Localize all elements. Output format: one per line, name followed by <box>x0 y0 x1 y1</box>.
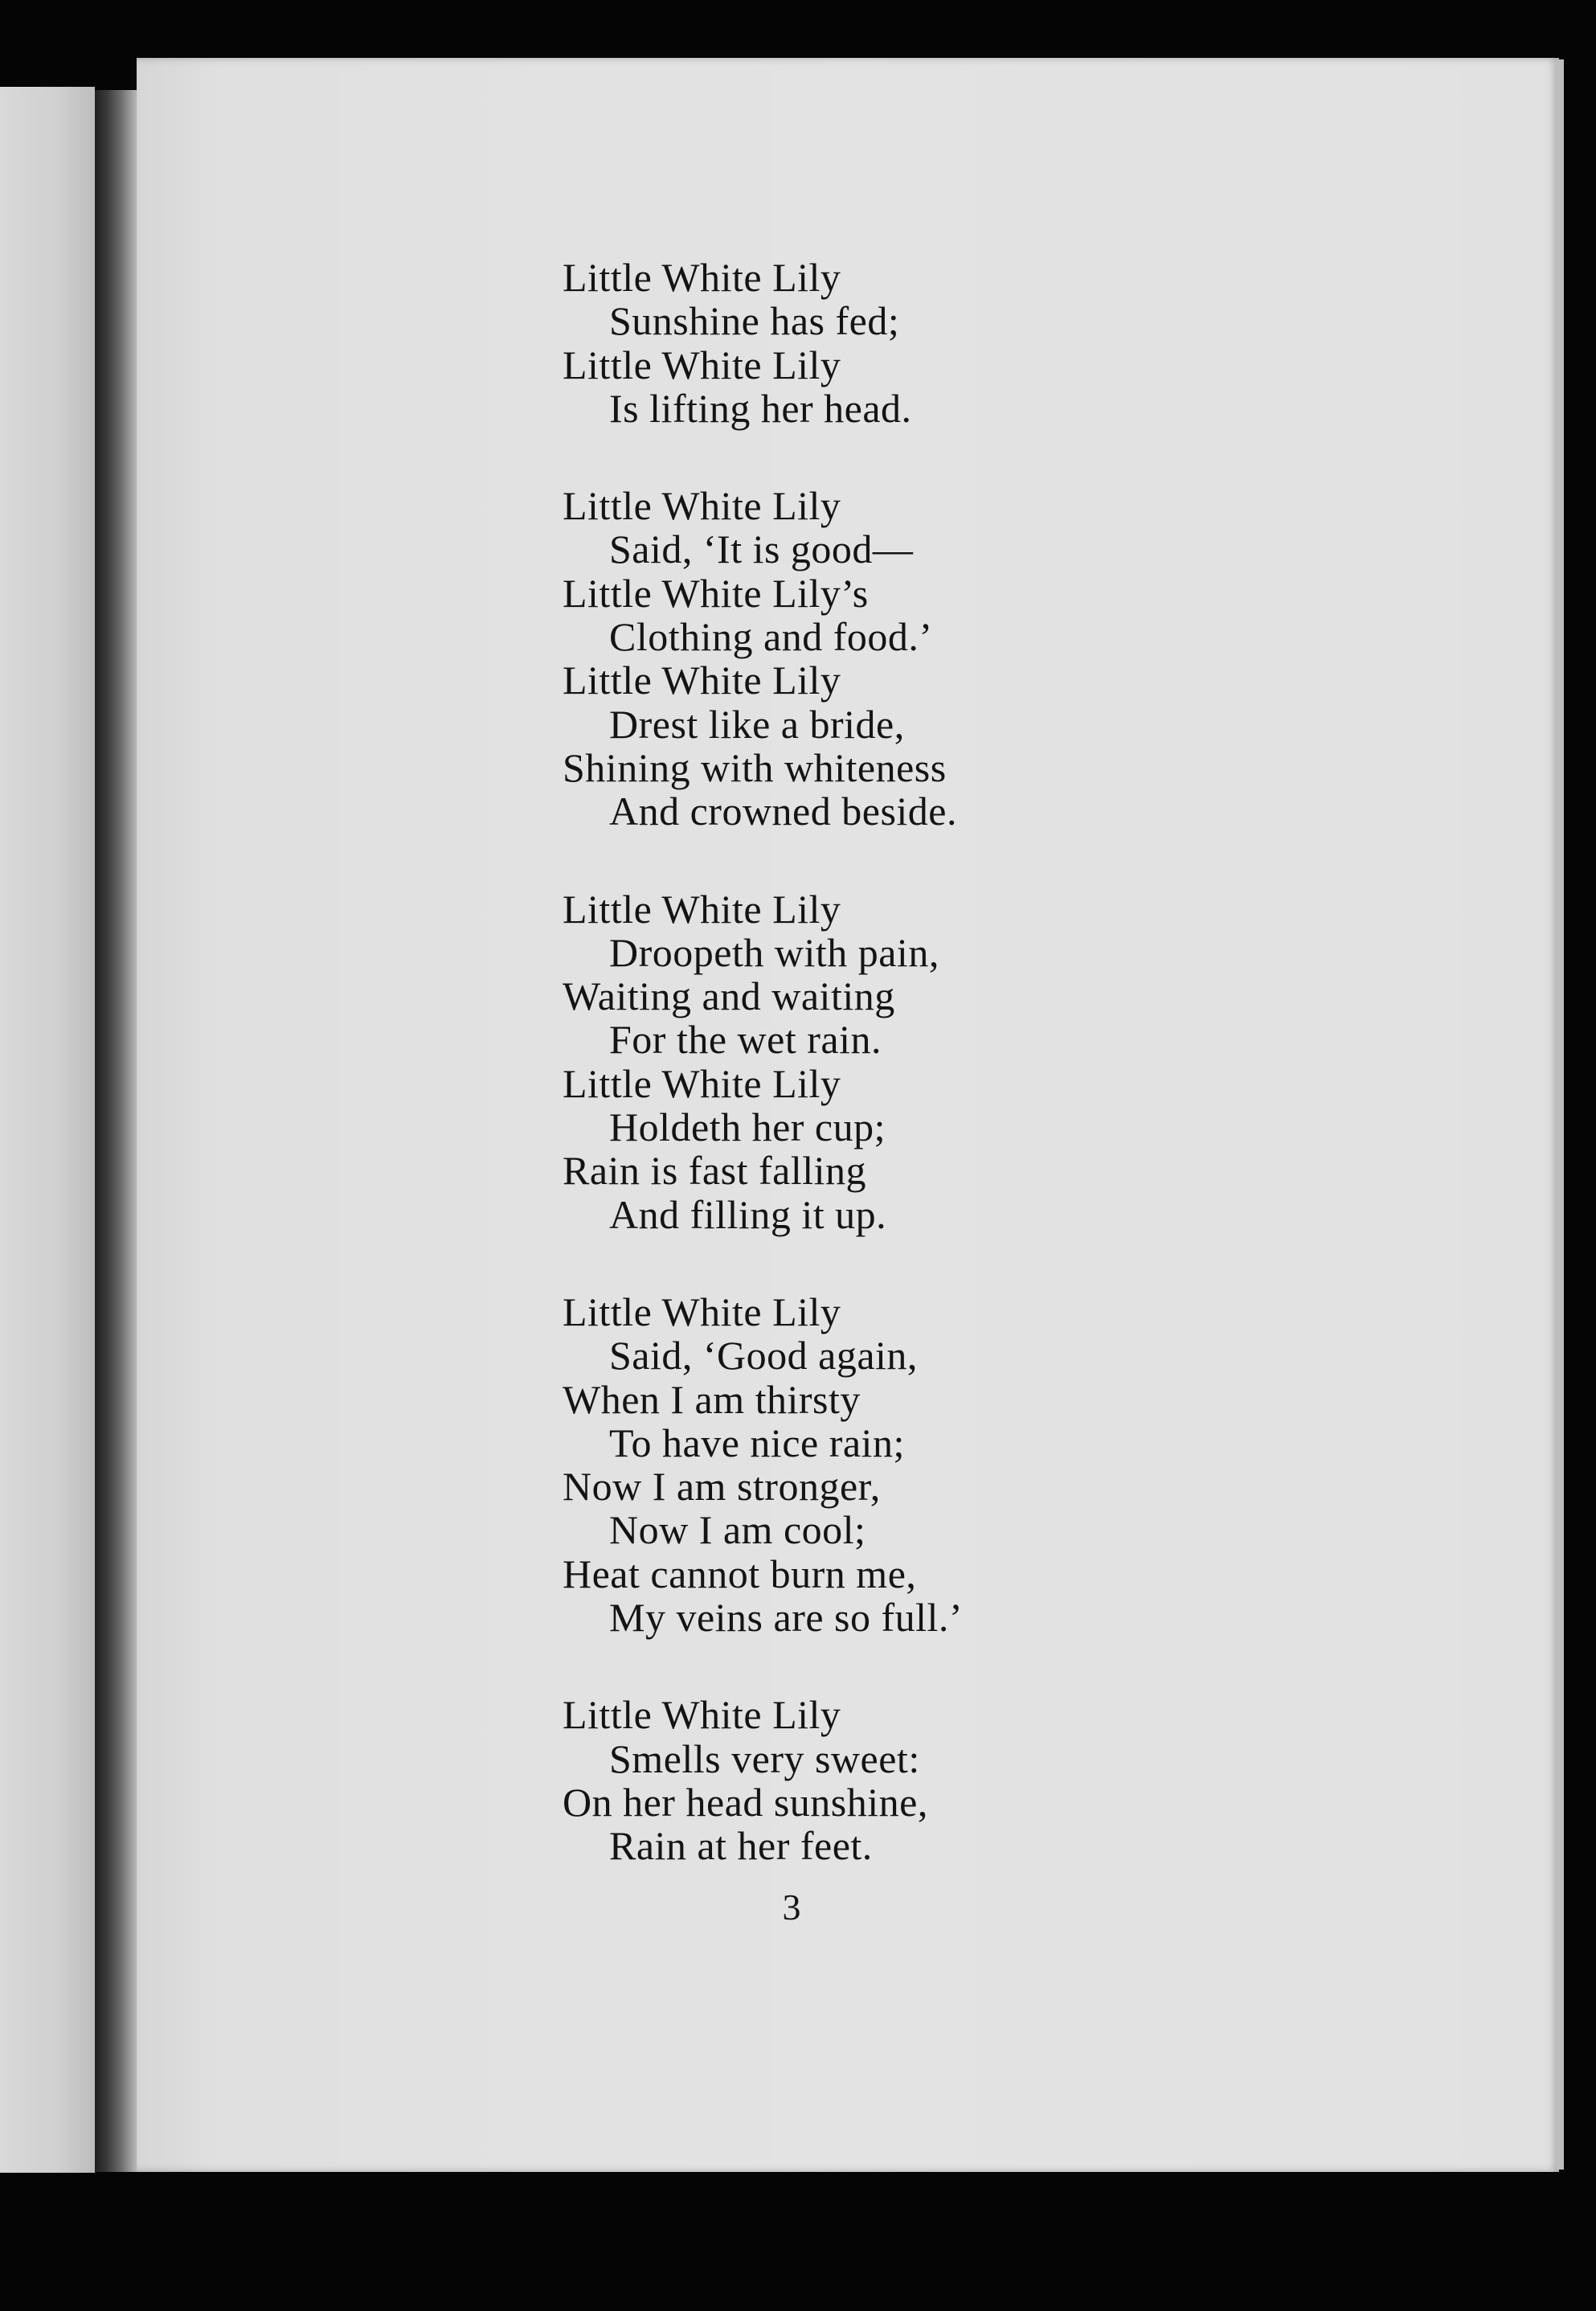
page-number: 3 <box>782 1887 801 1928</box>
poem-line: Rain at her feet. <box>609 1823 873 1869</box>
stanza <box>563 484 1286 833</box>
stanza <box>563 256 1286 430</box>
poem-line: To have nice rain; <box>609 1420 905 1465</box>
poem-line: Rain is fast falling <box>563 1148 866 1194</box>
poem-text <box>563 256 1286 1922</box>
poem-line: Holdeth her cup; <box>609 1104 886 1150</box>
poem-line: Little White Lily’s <box>563 570 869 616</box>
stanza <box>563 887 1286 1236</box>
poem-line: Drest like a bride, <box>609 701 905 747</box>
poem-line: Little White Lily <box>563 658 841 703</box>
poem-line: Waiting and waiting <box>563 973 895 1019</box>
poem-line: When I am thirsty <box>563 1376 861 1422</box>
poem-line: On her head sunshine, <box>563 1779 928 1825</box>
poem-line: My veins are so full.’ <box>609 1595 964 1641</box>
poem-line: Little White Lily <box>563 255 841 300</box>
poem-line: Now I am stronger, <box>563 1464 881 1510</box>
poem-line: Heat cannot burn me, <box>563 1551 917 1596</box>
poem-line: And filling it up. <box>609 1191 887 1237</box>
poem-line: Little White Lily <box>563 1060 841 1106</box>
stanza <box>563 1290 1286 1639</box>
poem-line: Now I am cool; <box>609 1507 866 1553</box>
poem-line: For the wet rain. <box>609 1017 882 1063</box>
poem-line: Is lifting her head. <box>609 385 912 431</box>
poem-line: Smells very sweet: <box>609 1735 920 1781</box>
poem-line: And crowned beside. <box>609 789 957 834</box>
poem-line: Little White Lily <box>563 1692 841 1738</box>
poem-line: Little White Lily <box>563 886 841 932</box>
stanza <box>563 1693 1286 1867</box>
facing-page-edge <box>0 87 95 2173</box>
page-edge <box>1556 59 1564 2170</box>
poem-line: Droopeth with pain, <box>609 929 939 975</box>
poem-line: Little White Lily <box>563 342 841 387</box>
poem-line: Sunshine has fed; <box>609 298 900 344</box>
poem-line: Shining with whiteness <box>563 744 947 790</box>
poem-line: Clothing and food.’ <box>609 614 933 660</box>
poem-line: Little White Lily <box>563 483 841 529</box>
book-gutter <box>95 90 143 2172</box>
poem-line: Little White Lily <box>563 1289 841 1334</box>
poem-line: Said, ‘Good again, <box>609 1333 918 1379</box>
poem-line: Said, ‘It is good— <box>609 527 914 572</box>
